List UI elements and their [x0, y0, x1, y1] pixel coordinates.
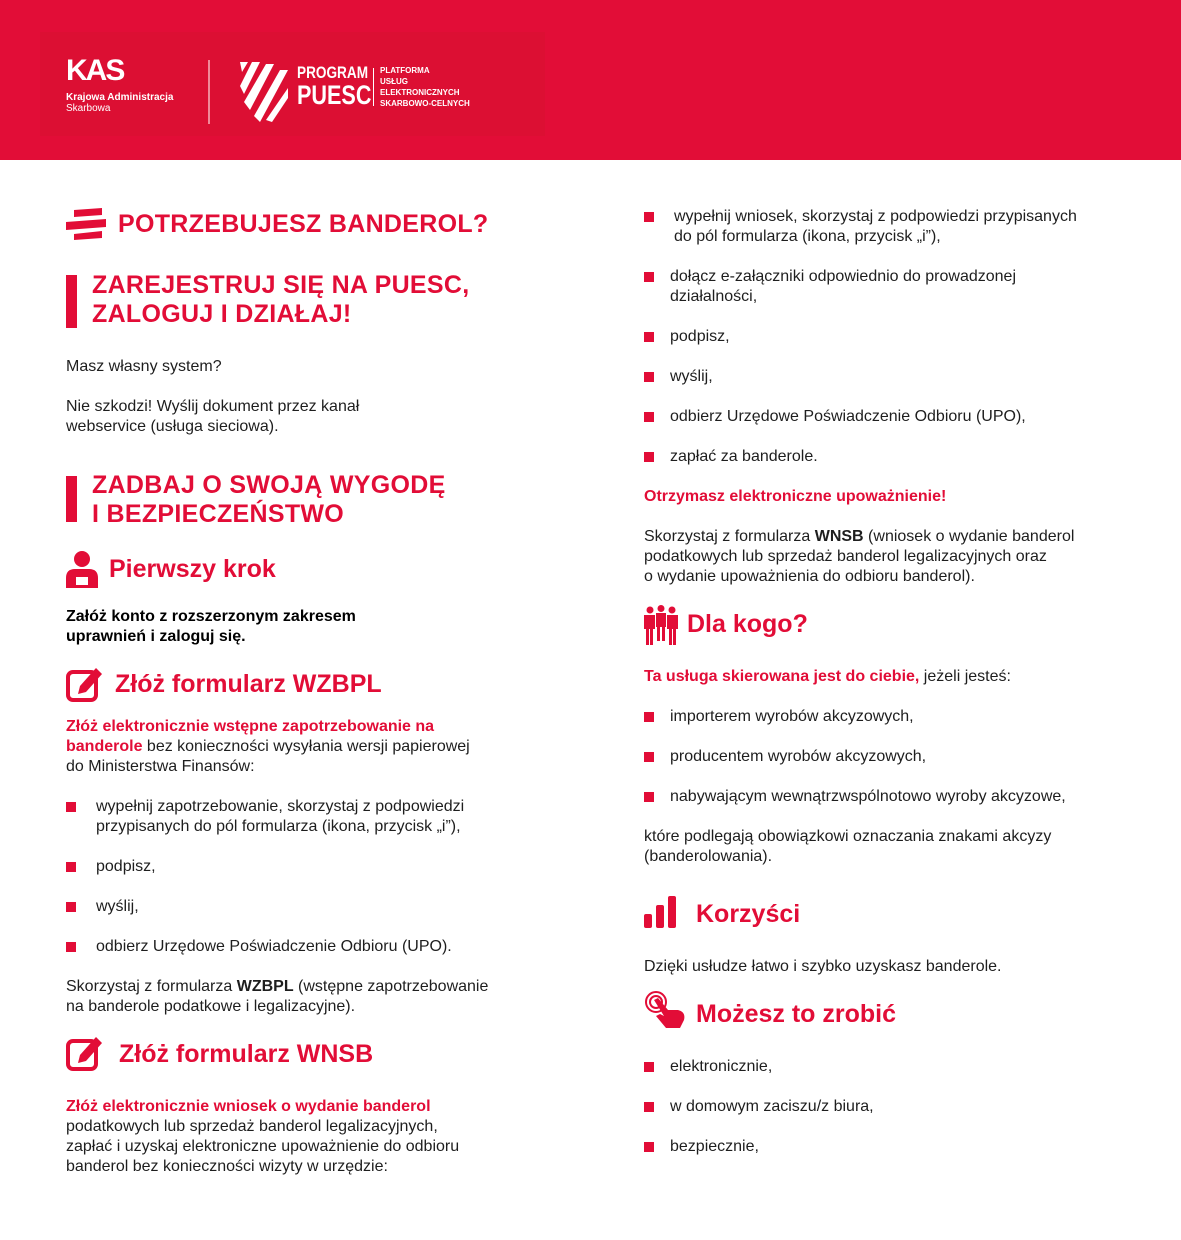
list-item: wypełnij wniosek, skorzystaj z podpowiedzi przypisanych do pól formularza (ikona, przycisk „i”),	[674, 208, 1077, 245]
list-item: importerem wyrobów akcyzowych,	[670, 708, 914, 725]
banderole-icon	[66, 208, 106, 240]
accent-bar	[66, 275, 77, 328]
bullet-icon	[66, 942, 76, 952]
accent-bar	[66, 476, 77, 522]
puesc-tagline: PLATFORMA USŁUG ELEKTRONICZNYCH SKARBOWO-CELNYCH	[380, 66, 470, 108]
wnsb-heading: Złóż formularz WNSB	[119, 1040, 374, 1068]
bullet-icon	[66, 902, 76, 912]
bullet-icon	[644, 1142, 654, 1152]
main-title: POTRZEBUJESZ BANDEROL?	[118, 210, 489, 238]
bullet-icon	[644, 752, 654, 762]
list-item: bezpiecznie,	[670, 1138, 759, 1155]
puesc-logo: PROGRAM PUESC	[297, 63, 372, 110]
edit-form-icon	[66, 1033, 104, 1071]
bullet-icon	[644, 272, 654, 282]
list-item: zapłać za banderole.	[670, 448, 818, 465]
list-item: podpisz,	[670, 328, 730, 345]
wnsb-note: Skorzystaj z formularza WNSB (wniosek o wydanie banderol podatkowych lub sprzedaż banderol legalizacyjnych oraz o wydanie upoważnienia do odbioru banderol).	[644, 528, 1075, 585]
list-item: producentem wyrobów akcyzowych,	[670, 748, 927, 765]
wzbpl-note: Skorzystaj z formularza WZBPL (wstępne zapotrzebowanie na banderole podatkowe i legalizacyjne).	[66, 978, 489, 1015]
list-item: w domowym zaciszu/z biura,	[670, 1098, 874, 1115]
bullet-icon	[66, 802, 76, 812]
wnsb-lead: Złóż elektronicznie wniosek o wydanie banderol podatkowych lub sprzedaż banderol legalizacyjnych, zapłać i uzyskaj elektroniczne upoważnienie do odbioru banderol bez konieczności wizyty w urzędzie:	[66, 1098, 460, 1175]
bullet-icon	[644, 452, 654, 462]
list-item: odbierz Urzędowe Poświadczenie Odbioru (UPO),	[670, 408, 1026, 425]
for-whom-heading: Dla kogo?	[687, 610, 808, 638]
list-item: odbierz Urzędowe Poświadczenie Odbioru (UPO).	[96, 938, 452, 955]
register-heading: ZAREJESTRUJ SIĘ NA PUESC, ZALOGUJ I DZIAŁAJ!	[92, 271, 470, 328]
kas-logo: KAS Krajowa Administracja Skarbowa	[66, 54, 174, 114]
logo-panel	[40, 32, 545, 136]
touch-pointer-icon	[644, 990, 686, 1028]
for-whom-lead: Ta usługa skierowana jest do ciebie, jeżeli jesteś:	[644, 668, 1011, 685]
benefits-text: Dzięki usłudze łatwo i szybko uzyskasz banderole.	[644, 958, 1002, 975]
can-do-heading: Możesz to zrobić	[696, 1000, 897, 1028]
puesc-stripes-icon	[238, 60, 290, 124]
edit-form-icon	[66, 664, 104, 702]
list-item: wyślij,	[670, 368, 713, 385]
first-step-heading: Pierwszy krok	[109, 555, 276, 583]
bullet-icon	[644, 372, 654, 382]
first-step-text: Załóż konto z rozszerzonym zakresem uprawnień i zaloguj się.	[66, 608, 356, 645]
bullet-icon	[644, 1062, 654, 1072]
benefits-heading: Korzyści	[696, 900, 801, 928]
header-banner	[0, 0, 1181, 160]
comfort-heading: ZADBAJ O SWOJĄ WYGODĘ I BEZPIECZEŃSTWO	[92, 471, 446, 528]
bar-chart-icon	[644, 896, 676, 928]
own-system-answer: Nie szkodzi! Wyślij dokument przez kanał webservice (usługa sieciowa).	[66, 398, 360, 435]
bullet-icon	[66, 862, 76, 872]
person-icon	[66, 550, 98, 588]
wzbpl-heading: Złóż formularz WZBPL	[115, 670, 382, 698]
list-item: dołącz e-załączniki odpowiednio do prowadzonej działalności,	[670, 268, 1016, 305]
list-item: elektronicznie,	[670, 1058, 773, 1075]
list-item: podpisz,	[96, 858, 156, 875]
puesc-tagline-divider	[373, 68, 374, 106]
list-item: wyślij,	[96, 898, 139, 915]
bullet-icon	[644, 332, 654, 342]
list-item: wypełnij zapotrzebowanie, skorzystaj z podpowiedzi przypisanych do pól formularza (ikona, przycisk „i”),	[96, 798, 465, 835]
list-item: nabywającym wewnątrzwspólnotowo wyroby akcyzowe,	[670, 788, 1066, 805]
own-system-question: Masz własny system?	[66, 358, 222, 375]
logo-divider	[208, 60, 210, 124]
for-whom-note: które podlegają obowiązkowi oznaczania znakami akcyzy (banderolowania).	[644, 828, 1052, 865]
bullet-icon	[644, 792, 654, 802]
authorization-note: Otrzymasz elektroniczne upoważnienie!	[644, 488, 947, 505]
bullet-icon	[644, 1102, 654, 1112]
bullet-icon	[644, 412, 654, 422]
people-icon	[644, 605, 678, 645]
wzbpl-lead: Złóż elektronicznie wstępne zapotrzebowanie na banderole bez konieczności wysyłania wersji papierowej do Ministerstwa Finansów:	[66, 718, 470, 775]
bullet-icon	[644, 712, 654, 722]
bullet-icon	[644, 212, 654, 222]
